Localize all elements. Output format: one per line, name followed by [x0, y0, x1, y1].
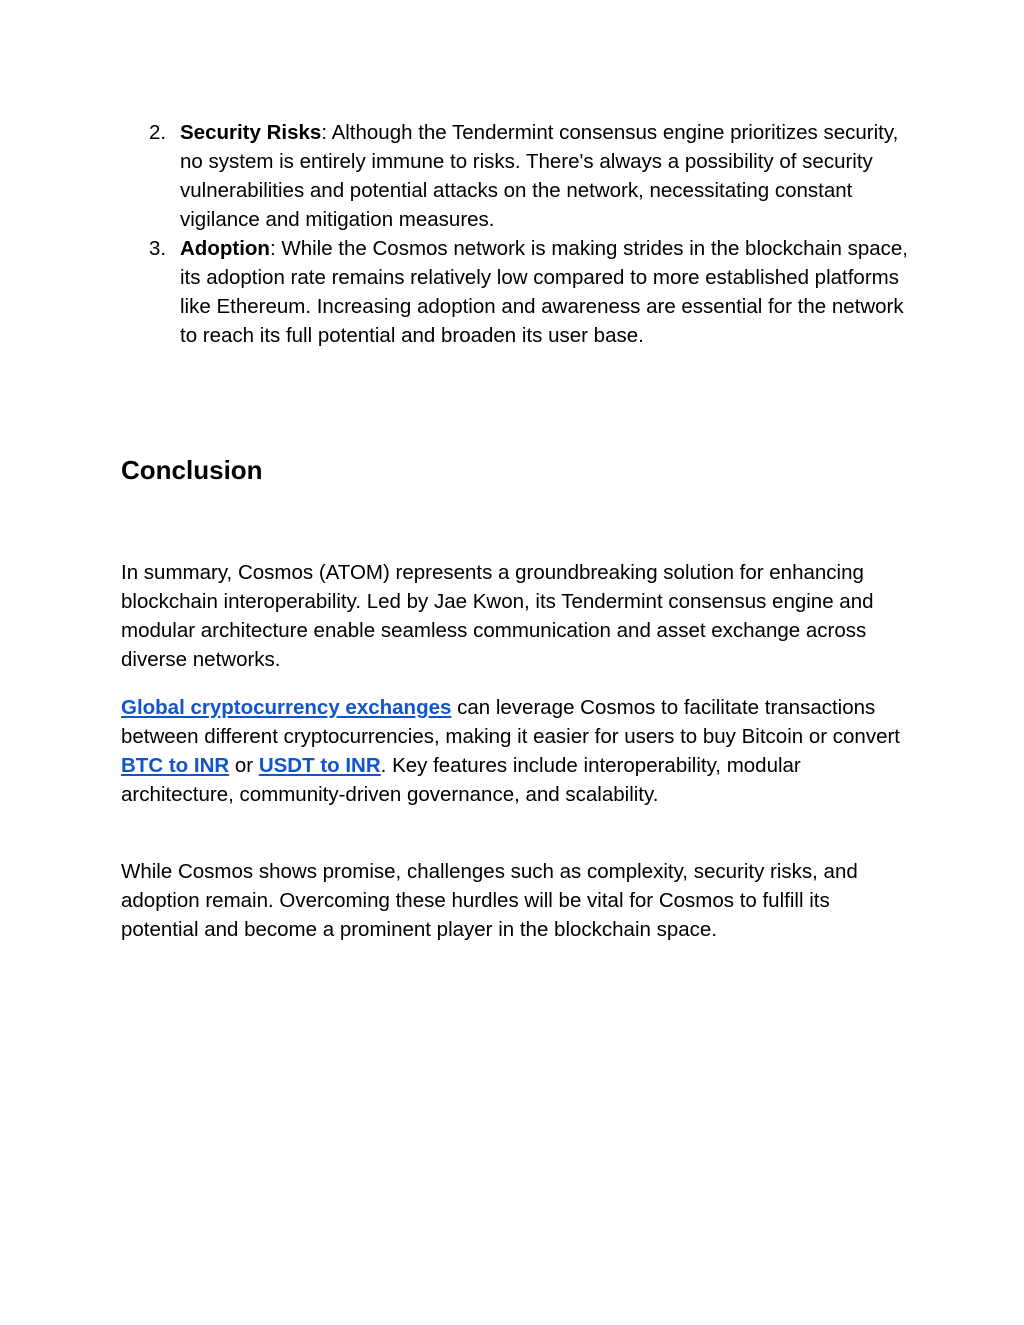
list-item — [121, 234, 911, 350]
usdt-to-inr-link[interactable]: USDT to INR — [258, 754, 381, 777]
conclusion-paragraph-exchanges — [121, 693, 911, 809]
list-item — [121, 118, 911, 234]
paragraph-text: . Key features include interoperability, modular architecture, community-driven governance, and scalability. — [121, 754, 801, 806]
list-item-number: 3. — [149, 237, 167, 260]
paragraph-text: can leverage Cosmos to facilitate transactions between different cryptocurrencies, making it easier for users to buy Bitcoin or convert — [121, 696, 900, 748]
global-exchanges-link[interactable]: Global cryptocurrency exchanges — [121, 696, 452, 719]
conclusion-paragraph-challenges: While Cosmos shows promise, challenges such as complexity, security risks, and adoption remain. Overcoming these hurdles will be vital for Cosmos to fulfill its potential and become a prominent player in the blockchain space. — [121, 860, 858, 941]
list-item-term: Security Risks — [180, 121, 322, 144]
list-item-text: : While the Cosmos network is making strides in the blockchain space, its adoption rate remains relatively low compared to more established platforms like Ethereum. Increasing adoption and awareness are essential for the network to reach its full potential and broaden its user base. — [180, 237, 909, 347]
list-item-term: Adoption — [180, 237, 270, 260]
btc-to-inr-link[interactable]: BTC to INR — [121, 754, 230, 777]
conclusion-paragraph-summary: In summary, Cosmos (ATOM) represents a groundbreaking solution for enhancing blockchain interoperability. Led by Jae Kwon, its Tendermint consensus engine and modular architecture enable seamless communication and asset exchange across diverse networks. — [121, 561, 874, 671]
list-item-number: 2. — [149, 121, 167, 144]
paragraph-text: or — [229, 754, 259, 777]
section-heading-conclusion: Conclusion — [121, 455, 263, 485]
list-item-text: : Although the Tendermint consensus engine prioritizes security, no system is entirely immune to risks. There's always a possibility of security vulnerabilities and potential attacks on the network, necessitating constant vigilance and mitigation measures. — [180, 121, 899, 231]
challenges-list — [121, 118, 911, 350]
